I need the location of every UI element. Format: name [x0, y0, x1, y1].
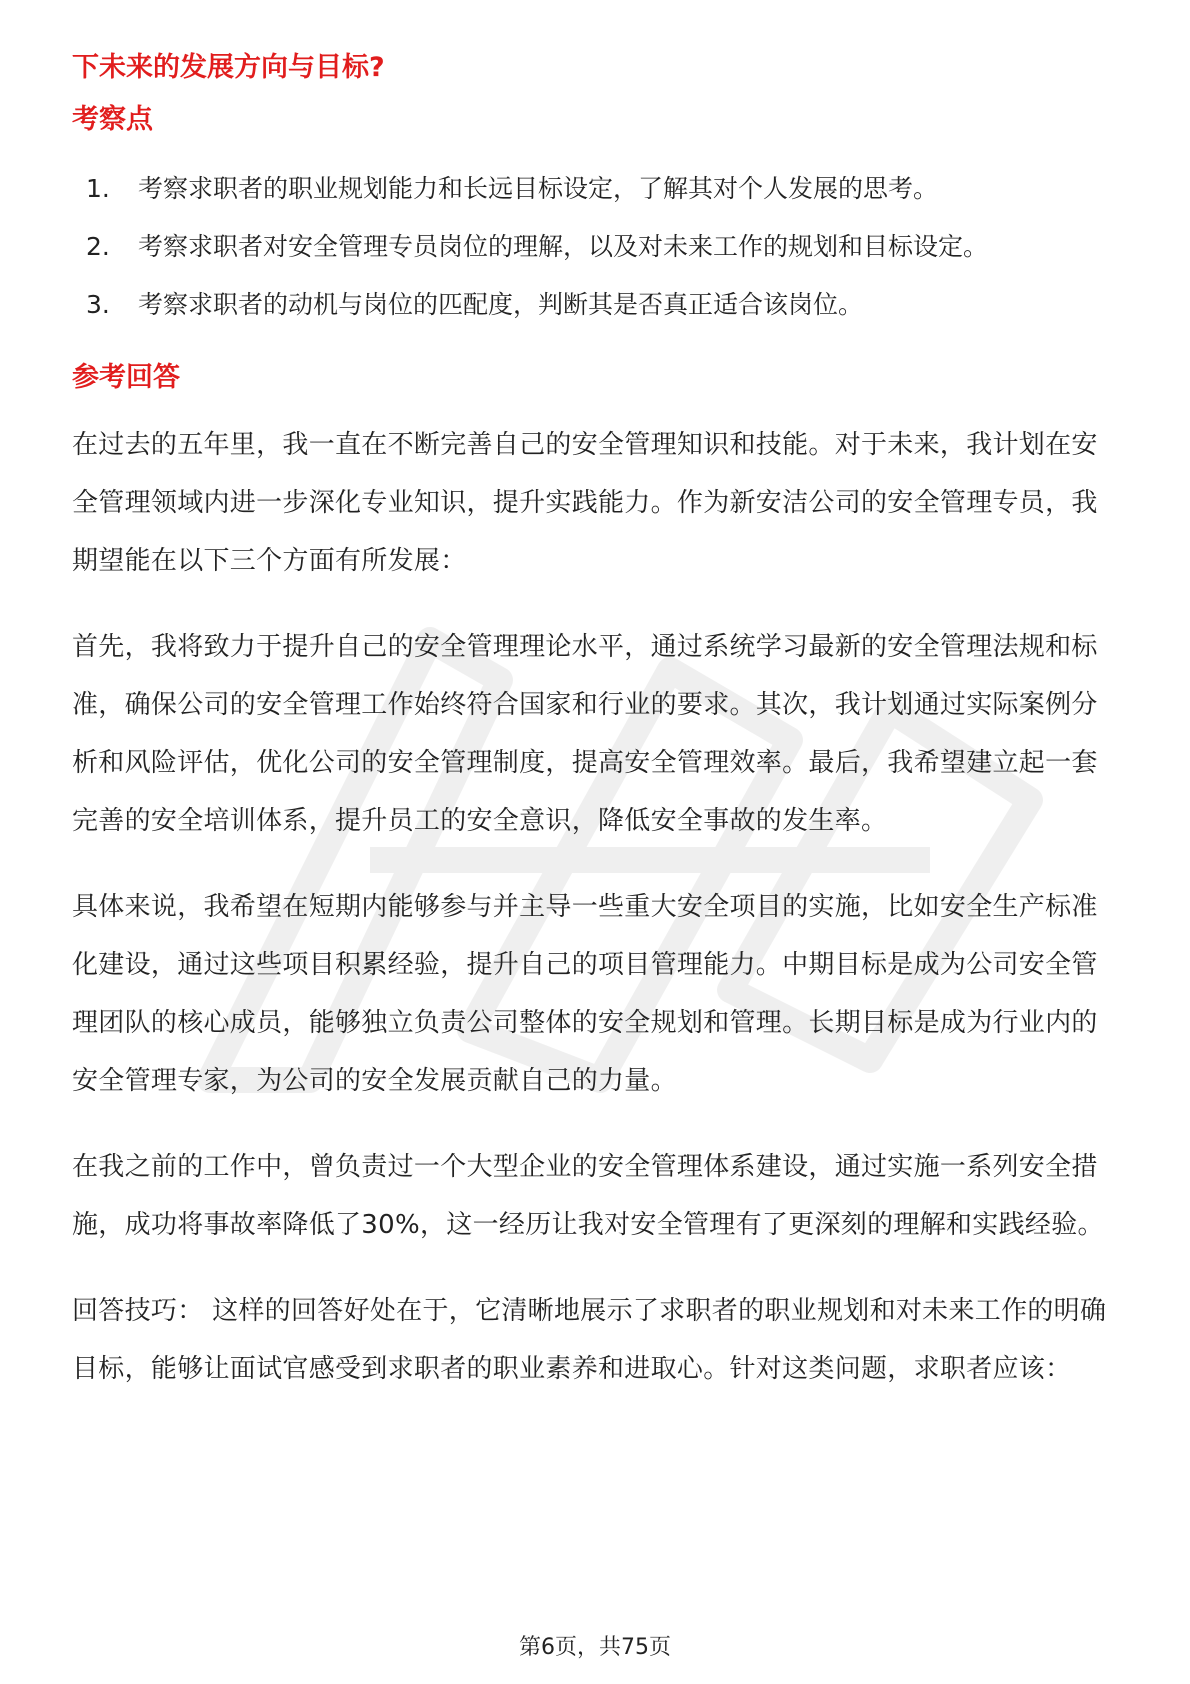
question-title: 下未来的发展方向与目标?: [72, 52, 385, 83]
list-item-text: 考察求职者的职业规划能力和长远目标设定，了解其对个人发展的思考。: [138, 174, 939, 203]
answer-tips-paragraph: 回答技巧： 这样的回答好处在于，它清晰地展示了求职者的职业规划和对未来工作的明确目标，能够让面试官感受到求职者的职业素养和进取心。针对这类问题，求职者应该：: [72, 1296, 1107, 1384]
answer-paragraph: 在过去的五年里，我一直在不断完善自己的安全管理知识和技能。对于未来，我计划在安全管理领域内进一步深化专业知识，提升实践能力。作为新安洁公司的安全管理专员，我期望能在以下三个方面有所发展：: [72, 430, 1098, 576]
list-item: [72, 218, 1120, 276]
list-item-text: 考察求职者的动机与岗位的匹配度，判断其是否真正适合该岗位。: [138, 290, 864, 319]
answer-paragraph: 具体来说，我希望在短期内能够参与并主导一些重大安全项目的实施，比如安全生产标准化建设，通过这些项目积累经验，提升自己的项目管理能力。中期目标是成为公司安全管理团队的核心成员，能够独立负责公司整体的安全规划和管理。长期目标是成为行业内的安全管理专家，为公司的安全发展贡献自己的力量。: [72, 892, 1098, 1096]
content-area: [72, 48, 1120, 1426]
page-number-footer: 第6页，共75页: [519, 1635, 671, 1660]
section-heading-answer: 参考回答: [72, 362, 180, 393]
list-item: [72, 276, 1120, 334]
answer-paragraph: 首先，我将致力于提升自己的安全管理理论水平，通过系统学习最新的安全管理法规和标准，确保公司的安全管理工作始终符合国家和行业的要求。其次，我计划通过实际案例分析和风险评估，优化公司的安全管理制度，提高安全管理效率。最后，我希望建立起一套完善的安全培训体系，提升员工的安全意识，降低安全事故的发生率。: [72, 632, 1098, 836]
list-item-text: 考察求职者对安全管理专员岗位的理解，以及对未来工作的规划和目标设定。: [138, 232, 989, 261]
list-item-number: 1.: [86, 174, 110, 203]
answer-paragraph: 在我之前的工作中，曾负责过一个大型企业的安全管理体系建设，通过实施一系列安全措施，成功将事故率降低了30%，这一经历让我对安全管理有了更深刻的理解和实践经验。: [72, 1152, 1104, 1240]
list-item-number: 3.: [86, 290, 110, 319]
section-heading-points: 考察点: [72, 104, 153, 135]
list-item: [72, 160, 1120, 218]
list-item-number: 2.: [86, 232, 110, 261]
points-list: [72, 160, 1120, 334]
